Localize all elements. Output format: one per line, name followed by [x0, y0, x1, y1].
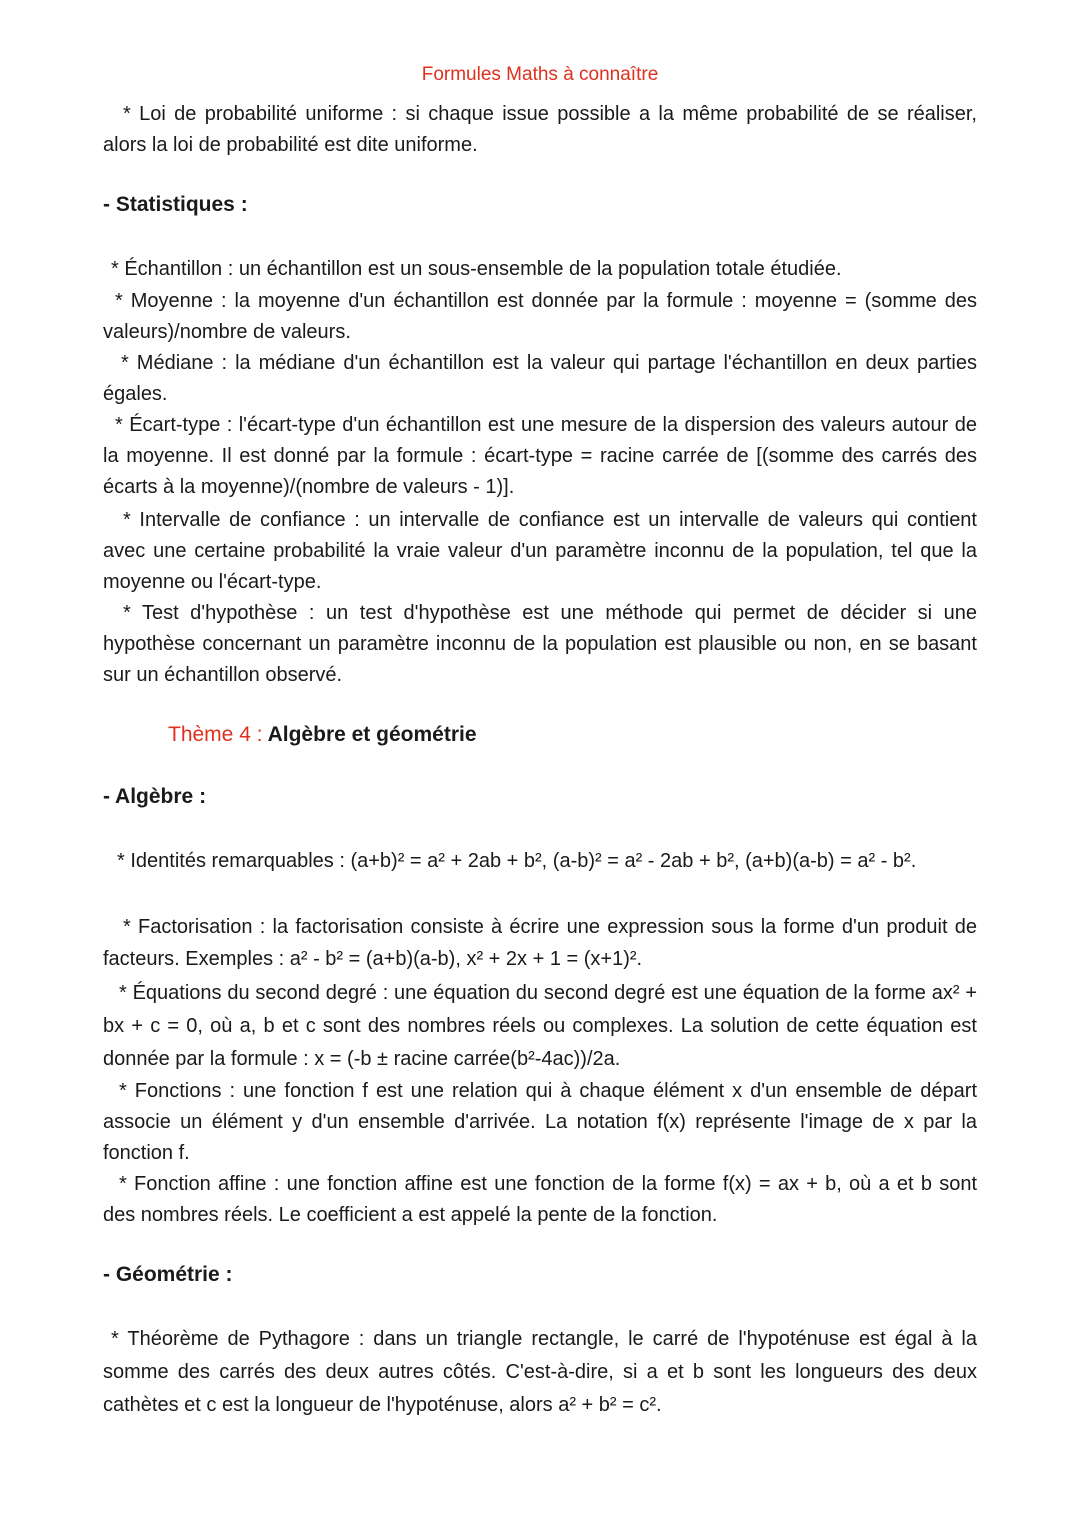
paragraph-fonction-affine: * Fonction affine : une fonction affine est une fonction de la forme f(x) = ax + b, où a et b sont des nombres réels. Le coefficient a est appelé la pente de la fonction. [103, 1173, 977, 1226]
paragraph-fonctions: * Fonctions : une fonction f est une relation qui à chaque élément x d'un ensemble de départ associe un élément y d'un ensemble d'arrivée. La notation f(x) représente l'image de x par la fonction f. [103, 1080, 977, 1164]
paragraph-intervalle-confiance: * Intervalle de confiance : un intervalle de confiance est un intervalle de valeurs qui contient avec une certaine probabilité la vraie valeur d'un paramètre inconnu de la population, tel que la moyenne ou l'écart-type. [103, 509, 977, 593]
page-header-title: Formules Maths à connaître [421, 64, 659, 85]
paragraph-loi-uniforme: * Loi de probabilité uniforme : si chaque issue possible a la même probabilité de se réaliser, alors la loi de probabilité est dite uniforme. [103, 103, 977, 156]
section-heading-algebre: - Algèbre : [103, 785, 207, 808]
theme-number: Thème 4 : [168, 723, 263, 746]
paragraph-theoreme-pythagore: * Théorème de Pythagore : dans un triangle rectangle, le carré de l'hypoténuse est égal à la somme des carrés des deux autres côtés. C'est-à-dire, si a et b sont les longueurs des deux cathètes et c est la longueur de l'hypoténuse, alors a² + b² = c². [103, 1328, 977, 1416]
paragraph-echantillon: * Échantillon : un échantillon est un sous-ensemble de la population totale étudiée. [111, 258, 842, 280]
paragraph-ecart-type: * Écart-type : l'écart-type d'un échantillon est une mesure de la dispersion des valeurs autour de la moyenne. Il est donné par la formule : écart-type = racine carrée de [(somme des carrés des écarts à la moyenne)/(nombre de valeurs - 1)]. [103, 414, 977, 498]
theme-4-title [168, 723, 477, 747]
paragraph-equations-second-degre: * Équations du second degré : une équation du second degré est une équation de la forme ax² + bx + c = 0, où a, b et c sont des nombres réels ou complexes. La solution de cette équation est donnée par la formule : x = (-b ± racine carrée(b²-4ac))/2a. [103, 982, 977, 1070]
section-heading-geometrie: - Géométrie : [103, 1263, 233, 1286]
theme-name: Algèbre et géométrie [267, 723, 477, 746]
section-heading-statistiques: - Statistiques : [103, 193, 248, 216]
paragraph-test-hypothese: * Test d'hypothèse : un test d'hypothèse est une méthode qui permet de décider si une hypothèse concernant un paramètre inconnu de la population est plausible ou non, en se basant sur un échantillon observé. [103, 602, 977, 686]
paragraph-identites-remarquables: * Identités remarquables : (a+b)² = a² + 2ab + b², (a-b)² = a² - 2ab + b², (a+b)(a-b) = a² - b². [117, 850, 917, 872]
paragraph-mediane: * Médiane : la médiane d'un échantillon est la valeur qui partage l'échantillon en deux parties égales. [103, 352, 977, 405]
paragraph-factorisation: * Factorisation : la factorisation consiste à écrire une expression sous la forme d'un produit de facteurs. Exemples : a² - b² = (a+b)(a-b), x² + 2x + 1 = (x+1)². [103, 916, 977, 970]
paragraph-moyenne: * Moyenne : la moyenne d'un échantillon est donnée par la formule : moyenne = (somme des valeurs)/nombre de valeurs. [103, 290, 977, 343]
